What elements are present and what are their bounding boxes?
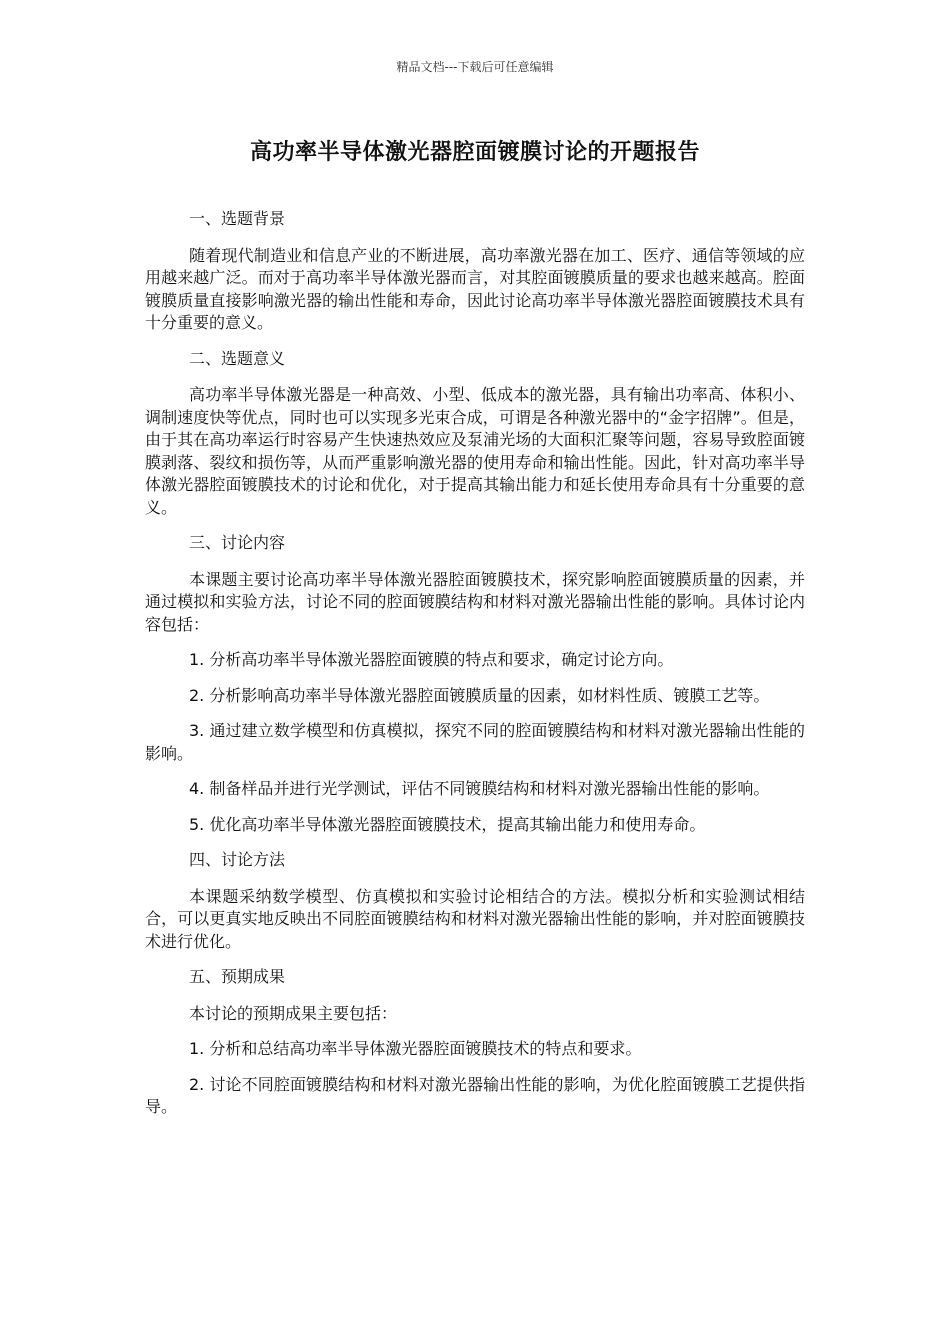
page-header: 精品文档---下载后可任意编辑 — [396, 60, 554, 74]
paragraph-background: 随着现代制造业和信息产业的不断进展，高功率激光器在加工、医疗、通信等领域的应用越来越广泛。而对于高功率半导体激光器而言，对其腔面镀膜质量的要求也越来越高。腔面镀膜质量直接影响激光器的输出性能和寿命，因此讨论高功率半导体激光器腔面镀膜技术具有十分重要的意义。 — [145, 245, 805, 332]
document-title: 高功率半导体激光器腔面镀膜讨论的开题报告 — [249, 140, 700, 165]
list-item: 3. 通过建立数学模型和仿真模拟，探究不同的腔面镀膜结构和材料对激光器输出性能的影响。 — [145, 721, 805, 763]
paragraph-method: 本课题采纳数学模型、仿真模拟和实验讨论相结合的方法。模拟分析和实验测试相结合，可以更真实地反映出不同腔面镀膜结构和材料对激光器输出性能的影响，并对腔面镀膜技术进行优化。 — [145, 886, 805, 951]
list-item: 2. 分析影响高功率半导体激光器腔面镀膜质量的因素，如材料性质、镀膜工艺等。 — [189, 685, 770, 705]
list-item: 4. 制备样品并进行光学测试，评估不同镀膜结构和材料对激光器输出性能的影响。 — [189, 779, 770, 798]
section-heading-content: 三、讨论内容 — [189, 533, 286, 552]
list-item: 5. 优化高功率半导体激光器腔面镀膜技术，提高其输出能力和使用寿命。 — [189, 814, 706, 834]
section-heading-significance: 二、选题意义 — [189, 348, 286, 368]
section-heading-background: 一、选题背景 — [189, 209, 286, 228]
list-item: 2. 讨论不同腔面镀膜结构和材料对激光器输出性能的影响，为优化腔面镀膜工艺提供指导。 — [145, 1074, 805, 1116]
section-heading-method: 四、讨论方法 — [189, 850, 286, 869]
paragraph-outcomes: 本讨论的预期成果主要包括： — [189, 1003, 398, 1023]
list-item: 1. 分析和总结高功率半导体激光器腔面镀膜技术的特点和要求。 — [189, 1039, 642, 1058]
paragraph-content: 本课题主要讨论高功率半导体激光器腔面镀膜技术，探究影响腔面镀膜质量的因素，并通过模拟和实验方法，讨论不同的腔面镀膜结构和材料对激光器输出性能的影响。具体讨论内容包括： — [145, 569, 805, 634]
section-heading-outcomes: 五、预期成果 — [189, 967, 286, 986]
paragraph-significance: 高功率半导体激光器是一种高效、小型、低成本的激光器，具有输出功率高、体积小、调制速度快等优点，同时也可以实现多光束合成，可谓是各种激光器中的“金字招牌”。但是，由于其在高功率运行时容易产生快速热效应及泵浦光场的大面积汇聚等问题，容易导致腔面镀膜剥落、裂纹和损伤等，从而严重影响激光器的使用寿命和输出性能。因此，针对高功率半导体激光器腔面镀膜技术的讨论和优化，对于提高其输出能力和延长使用寿命具有十分重要的意义。 — [145, 385, 805, 517]
list-item: 1. 分析高功率半导体激光器腔面镀膜的特点和要求，确定讨论方向。 — [189, 650, 674, 669]
document-body — [145, 208, 805, 1132]
